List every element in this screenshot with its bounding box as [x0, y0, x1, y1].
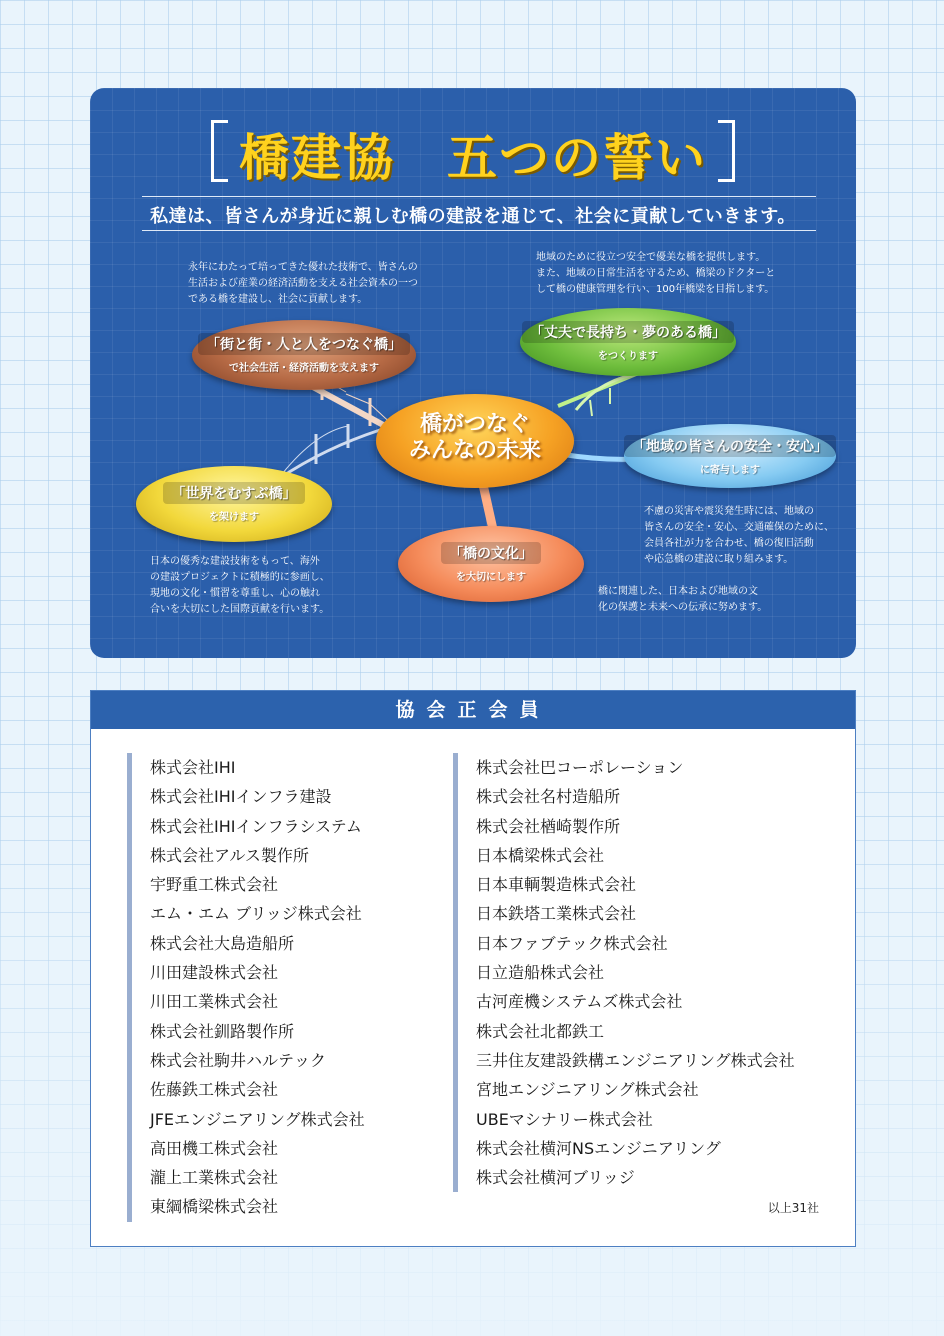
members-box [90, 690, 856, 1247]
pledge-1-heading: 「街と街・人と人をつなぐ橋」 [198, 333, 410, 355]
pledge-3-desc-line: 皆さんの安全・安心、交通確保のために、 [644, 522, 834, 533]
member-item: 株式会社IHIインフラシステム [150, 816, 362, 836]
pledge-1-desc-line: 生活および産業の経済活動を支える社会資本の一つ [188, 278, 418, 289]
pledge-5-subtext: を大切にします [456, 572, 526, 583]
member-item: 株式会社北都鉄工 [476, 1021, 605, 1041]
pledge-4-desc-line: の建設プロジェクトに積極的に参画し、 [150, 572, 330, 583]
member-item: 日本鉄塔工業株式会社 [476, 904, 637, 924]
members-header: 協会正会員 [91, 691, 855, 729]
pledges-panel [90, 88, 856, 658]
pledge-2-desc-line: して橋の健康管理を行い、100年橋梁を目指します。 [536, 284, 775, 295]
members-column-left [127, 753, 365, 1222]
members-list-left [150, 753, 365, 1222]
member-item: 日立造船株式会社 [476, 963, 605, 983]
pledge-4-desc-line: 日本の優秀な建設技術をもって、海外 [150, 556, 320, 567]
pledge-4-subtext: を架けます [209, 512, 259, 523]
member-item: 株式会社横河ブリッジ [476, 1168, 635, 1188]
members-list-right [476, 753, 795, 1192]
pledge-1-description [188, 260, 418, 308]
member-item: 東綱橋梁株式会社 [150, 1197, 279, 1217]
pledge-5-desc-line: 化の保護と未来への伝承に努めます。 [598, 602, 768, 613]
member-item: 瀧上工業株式会社 [150, 1168, 279, 1188]
member-item: 株式会社名村造船所 [476, 787, 621, 807]
member-item: 株式会社IHIインフラ建設 [150, 787, 332, 807]
pledge-3-desc-line: 会員各社が力を合わせ、橋の復旧活動 [644, 538, 814, 549]
member-item: 日本橋梁株式会社 [476, 845, 605, 865]
pledge-4-desc-line: 合いを大切にした国際貢献を行います。 [150, 604, 330, 615]
member-item: 佐藤鉄工株式会社 [150, 1080, 279, 1100]
pledge-3-heading: 「地域の皆さんの安全・安心」 [624, 435, 836, 457]
member-item: エム・エム ブリッジ株式会社 [150, 904, 362, 924]
member-item: 川田工業株式会社 [150, 992, 279, 1012]
member-item: 株式会社巴コーポレーション [476, 758, 684, 777]
member-item: UBEマシナリー株式会社 [476, 1109, 653, 1129]
pledge-2-heading: 「丈夫で長持ち・夢のある橋」 [522, 321, 734, 343]
pledge-3-desc-line: や応急橋の建設に取り組みます。 [644, 554, 794, 565]
pledge-3-bubble [624, 424, 836, 488]
pledge-1-desc-line: である橋を建設し、社会に貢献します。 [188, 294, 368, 305]
pledge-4-desc-line: 現地の文化・慣習を尊重し、心の触れ [150, 588, 320, 599]
pledge-5-bubble [398, 526, 584, 602]
member-item: JFEエンジニアリング株式会社 [150, 1109, 365, 1129]
page-subtitle: 私達は、皆さんが身近に親しむ橋の建設を通じて、社会に貢献していきます。 [150, 206, 796, 227]
center-line-1: 橋がつなぐ [419, 412, 530, 437]
member-item: 宇野重工株式会社 [150, 875, 279, 895]
member-item: 株式会社釧路製作所 [150, 1021, 295, 1041]
member-item: 株式会社IHI [150, 758, 236, 777]
member-item: 株式会社大島造船所 [150, 933, 295, 953]
center-bubble [376, 394, 574, 488]
pledge-2-description [536, 250, 775, 298]
pledge-4-heading: 「世界をむすぶ橋」 [163, 482, 304, 504]
pledge-4-bubble [136, 466, 332, 542]
member-item: 宮地エンジニアリング株式会社 [476, 1080, 699, 1100]
member-item: 株式会社アルス製作所 [150, 845, 309, 865]
pledge-3-description [644, 504, 834, 568]
member-item: 三井住友建設鉄構エンジニアリング株式会社 [476, 1050, 795, 1070]
pledge-1-bubble [192, 320, 416, 390]
pledge-1-subtext: で社会生活・経済活動を支えます [229, 363, 379, 374]
page-title-text: 橋建協 五つの誓い [239, 129, 707, 187]
pledge-2-subtext: をつくります [598, 351, 658, 362]
pledge-4-description [150, 554, 330, 618]
pledge-5-desc-line: 橋に関連した、日本および地域の文 [598, 586, 758, 597]
members-column-right [453, 753, 795, 1192]
member-item: 日本ファブテック株式会社 [476, 933, 668, 953]
member-item: 高田機工株式会社 [150, 1138, 279, 1158]
pledge-5-description [598, 584, 767, 616]
member-item: 株式会社楢崎製作所 [476, 816, 621, 836]
member-item: 日本車輌製造株式会社 [476, 875, 637, 895]
pledge-2-desc-line: 地域のために役立つ安全で優美な橋を提供します。 [536, 252, 766, 263]
pledge-3-subtext: に寄与します [700, 465, 760, 476]
pledge-2-bubble [520, 308, 736, 376]
members-total: 以上31社 [767, 1201, 819, 1215]
pledge-1-desc-line: 永年にわたって培ってきた優れた技術で、皆さんの [188, 262, 418, 273]
member-item: 株式会社駒井ハルテック [150, 1050, 327, 1070]
pledge-2-desc-line: また、地域の日常生活を守るため、橋梁のドクターと [536, 268, 776, 279]
pledge-3-desc-line: 不慮の災害や震災発生時には、地域の [644, 506, 814, 517]
member-item: 株式会社横河NSエンジニアリング [476, 1138, 721, 1158]
center-line-2: みんなの未来 [408, 438, 541, 463]
member-item: 古河産機システムズ株式会社 [476, 992, 683, 1012]
member-item: 川田建設株式会社 [150, 963, 279, 983]
pledge-5-heading: 「橋の文化」 [441, 542, 541, 564]
